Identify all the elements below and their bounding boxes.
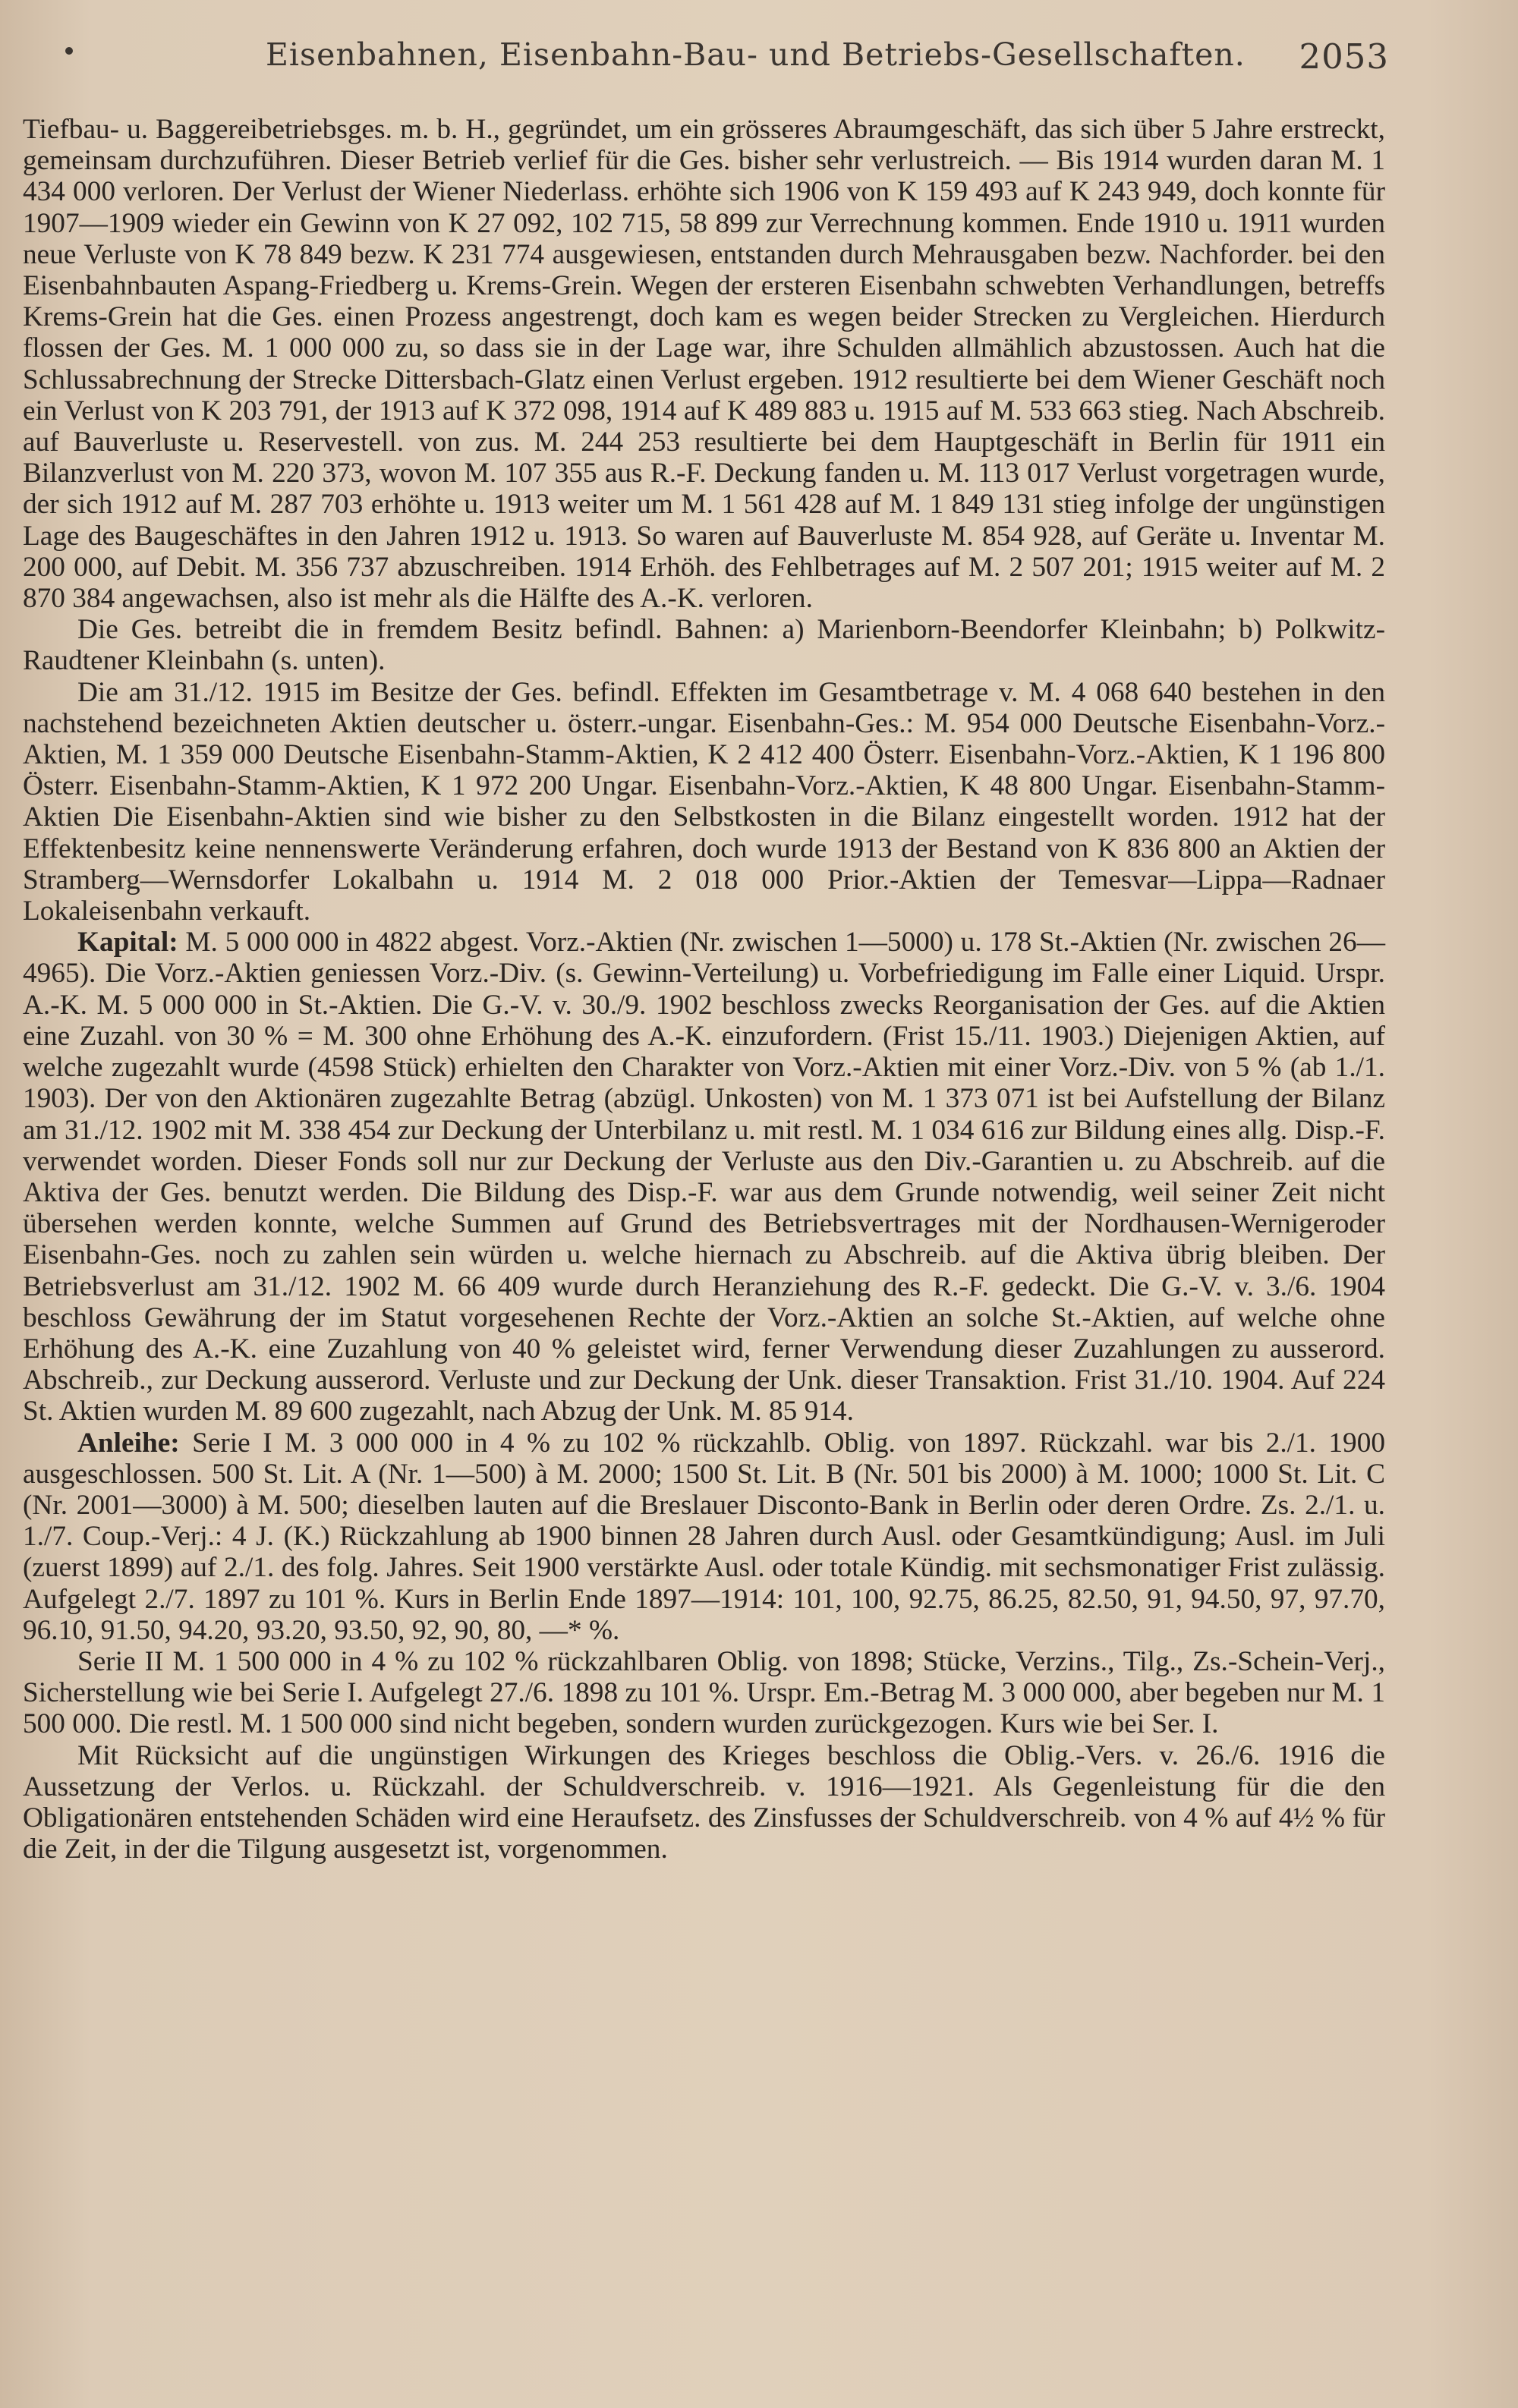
paragraph-losses: Tiefbau- u. Baggereibetriebsges. m. b. H., gegründet, um ein grösseres Abraumgeschäft, das sich über 5 Jahre erstreckt, gemeinsam durchzuführen. Dieser Betrieb verlief für die Ges. bisher sehr verlustreich. — Bis 1914 wurden daran M. 1 434 000 verloren. Der Verlust der Wiener Niederlass. erhöhte sich 1906 von K 159 493 auf K 243 949, doch konnte für 1907—1909 wieder ein Gewinn von K 27 092, 102 715, 58 899 zur Verrechnung kommen. Ende 1910 u. 1911 wurden neue Verluste von K 78 849 bezw. K 231 774 ausgewiesen, entstanden durch Mehrausgaben bezw. Nachforder. bei den Eisenbahnbauten Aspang-Friedberg u. Krems-Grein. Wegen der ersteren Eisenbahn schwebten Verhandlungen, betreffs Krems-Grein hat die Ges. einen Prozess angestrengt, doch kam es wegen beider Strecken zu Vergleichen. Hierdurch flossen der Ges. M. 1 000 000 zu, so dass sie in der Lage war, ihre Schulden allmählich abzustossen. Auch hat die Schlussabrechnung der Strecke Dittersbach-Glatz einen Verlust ergeben. 1912 resultierte bei dem Wiener Geschäft noch ein Verlust von K 203 791, der 1913 auf K 372 098, 1914 auf K 489 883 u. 1915 auf M. 533 663 stieg. Nach Abschreib. auf Bauverluste u. Reservestell. von zus. M. 244 253 resultierte bei dem Hauptgeschäft in Berlin für 1911 ein Bilanzverlust von M. 220 373, wovon M. 107 355 aus R.-F. Deckung fanden u. M. 113 017 Verlust vorgetragen wurde, der sich 1912 auf M. 287 703 erhöhte u. 1913 weiter um M. 1 561 428 auf M. 1 849 131 stieg infolge der ungünstigen Lage des Baugeschäftes in den Jahren 1912 u. 1913. So waren auf Bauverluste M. 854 928, auf Geräte u. Inventar M. 200 000, auf Debit. M. 356 737 abzuschreiben. 1914 Erhöh. des Fehlbetrages auf M. 2 507 201; 1915 weiter auf M. 2 870 384 angewachsen, also ist mehr als die Hälfte des A.-K. verloren. xyxy=(23,114,1385,615)
header-title: Eisenbahnen, Eisenbahn-Bau- und Betriebs-Gesellschaften. xyxy=(266,36,1246,73)
heading-anleihe: Anleihe: xyxy=(77,1427,180,1459)
ink-dot xyxy=(65,47,73,55)
paragraph-securities: Die am 31./12. 1915 im Besitze der Ges. befindl. Effekten im Gesamtbetrage v. M. 4 068 640 bestehen in den nachstehend bezeichneten Aktien deutscher u. österr.-ungar. Eisenbahn-Ges.: M. 954 000 Deutsche Eisenbahn-Vorz.-Aktien, M. 1 359 000 Deutsche Eisenbahn-Stamm-Aktien, K 2 412 400 Österr. Eisenbahn-Vorz.-Aktien, K 1 196 800 Österr. Eisenbahn-Stamm-Aktien, K 1 972 200 Ungar. Eisenbahn-Vorz.-Aktien, K 48 800 Ungar. Eisenbahn-Stamm-Aktien Die Eisenbahn-Aktien sind wie bisher zu den Selbstkosten in die Bilanz eingestellt worden. 1912 hat der Effektenbesitz keine nennenswerte Veränderung erfahren, doch wurde 1913 der Bestand von K 836 800 an Aktien der Stramberg—Wernsdorfer Lokalbahn u. 1914 M. 2 018 000 Prior.-Aktien der Temesvar—Lippa—Radnaer Lokaleisenbahn verkauft. xyxy=(23,676,1385,927)
heading-kapital: Kapital: xyxy=(77,927,178,958)
page-number: 2053 xyxy=(1299,36,1389,77)
paragraph-railways: Die Ges. betreibt die in fremdem Besitz befindl. Bahnen: a) Marienborn-Beendorfer Kleinbahn; b) Polkwitz-Raudtener Kleinbahn (s. unten). xyxy=(23,614,1385,677)
running-header xyxy=(266,36,1389,82)
body-text xyxy=(23,114,1385,1865)
paragraph-anleihe: Anleihe: Serie I M. 3 000 000 in 4 % zu 102 % rückzahlb. Oblig. von 1897. Rückzahl. war bis 2./1. 1900 ausgeschlossen. 500 St. Lit. A (Nr. 1—500) à M. 2000; 1500 St. Lit. B (Nr. 501 bis 2000) à M. 1000; 1000 St. Lit. C (Nr. 2001—3000) à M. 500; dieselben lauten auf die Breslauer Disconto-Bank in Berlin oder deren Ordre. Zs. 2./1. u. 1./7. Coup.-Verj.: 4 J. (K.) Rückzahlung ab 1900 binnen 28 Jahren durch Ausl. oder Gesamtkündigung; Ausl. im Juli (zuerst 1899) auf 2./1. des folg. Jahres. Seit 1900 verstärkte Ausl. oder totale Kündig. mit sechsmonatiger Frist zulässig. Aufgelegt 2./7. 1897 zu 101 %. Kurs in Berlin Ende 1897—1914: 101, 100, 92.75, 86.25, 82.50, 91, 94.50, 97, 97.70, 96.10, 91.50, 94.20, 93.20, 93.50, 92, 90, 80, —* %. xyxy=(23,1427,1385,1646)
paragraph-kapital: Kapital: M. 5 000 000 in 4822 abgest. Vorz.-Aktien (Nr. zwischen 1—5000) u. 178 St.-Aktien (Nr. zwischen 26—4965). Die Vorz.-Aktien geniessen Vorz.-Div. (s. Gewinn-Verteilung) u. Vorbefriedigung im Falle einer Liquid. Urspr. A.-K. M. 5 000 000 in St.-Aktien. Die G.-V. v. 30./9. 1902 beschloss zwecks Reorganisation der Ges. auf die Aktien eine Zuzahl. von 30 % = M. 300 ohne Erhöhung des A.-K. einzufordern. (Frist 15./11. 1903.) Diejenigen Aktien, auf welche zugezahlt wurde (4598 Stück) erhielten den Charakter von Vorz.-Aktien mit einer Vorz.-Div. von 5 % (ab 1./1. 1903). Der von den Aktionären zugezahlte Betrag (abzügl. Unkosten) von M. 1 373 071 ist bei Aufstellung der Bilanz am 31./12. 1902 mit M. 338 454 zur Deckung der Unterbilanz u. mit restl. M. 1 034 616 zur Bildung eines allg. Disp.-F. verwendet worden. Dieser Fonds soll nur zur Deckung der Verluste aus den Div.-Garantien u. zu Abschreib. auf die Aktiva der Ges. benutzt werden. Die Bildung des Disp.-F. war aus dem Grunde notwendig, weil seiner Zeit nicht übersehen werden konnte, welche Summen auf Grund des Betriebsvertrages mit der Nordhausen-Wernigeroder Eisenbahn-Ges. noch zu zahlen sein würden u. welche hiernach zu Abschreib. auf die Aktiva übrig bleiben. Der Betriebsverlust am 31./12. 1902 M. 66 409 wurde durch Heranziehung des R.-F. gedeckt. Die G.-V. v. 3./6. 1904 beschloss Gewährung der im Statut vorgesehenen Rechte der Vorz.-Aktien an solche St.-Aktien, auf welche ohne Erhöhung des A.-K. eine Zuzahlung von 40 % geleistet wird, ferner Verwendung dieser Zuzahlungen zu ausserord. Abschreib., zur Deckung ausserord. Verluste und zur Deckung der Unk. dieser Transaktion. Frist 31./10. 1904. Auf 224 St. Aktien wurden M. 89 600 zugezahlt, nach Abzug der Unk. M. 85 914. xyxy=(23,927,1385,1427)
paragraph-serie-ii: Serie II M. 1 500 000 in 4 % zu 102 % rückzahlbaren Oblig. von 1898; Stücke, Verzins., Tilg., Zs.-Schein-Verj., Sicherstellung wie bei Serie I. Aufgelegt 27./6. 1898 zu 101 %. Urspr. Em.-Betrag M. 3 000 000, aber begeben nur M. 1 500 000. Die restl. M. 1 500 000 sind nicht begeben, sondern wurden zurückgezogen. Kurs wie bei Ser. I. xyxy=(23,1645,1385,1740)
paragraph-war-effects: Mit Rücksicht auf die ungünstigen Wirkungen des Krieges beschloss die Oblig.-Vers. v. 26./6. 1916 die Aussetzung der Verlos. u. Rückzahl. der Schuldverschreib. v. 1916—1921. Als Gegenleistung für die den Obligationären entstehenden Schäden wird eine Heraufsetz. des Zinsfusses der Schuldverschreib. von 4 % auf 4½ % für die Zeit, in der die Tilgung ausgesetzt ist, vorgenommen. xyxy=(23,1739,1385,1865)
